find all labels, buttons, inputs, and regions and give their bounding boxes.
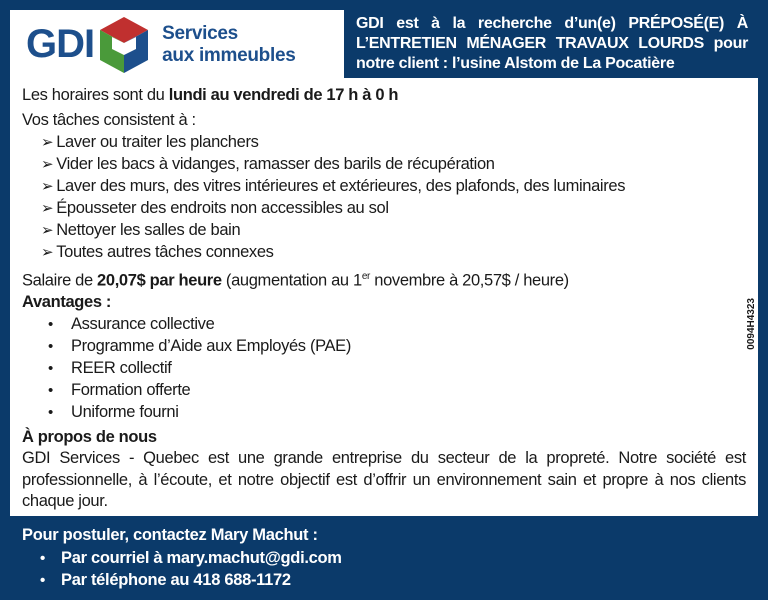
task-item-text: Vider les bacs à vidanges, ramasser des barils de récupération — [56, 155, 495, 173]
salary-sup: er — [361, 271, 371, 282]
bullet-icon: • — [48, 404, 53, 421]
benefit-item-text: Programme d’Aide aux Employés (PAE) — [71, 337, 351, 355]
benefit-item-text: Uniforme fourni — [71, 403, 179, 421]
arrow-bullet-icon: ➢ — [41, 134, 54, 151]
arrow-bullet-icon: ➢ — [41, 156, 54, 173]
benefit-item — [22, 401, 746, 423]
benefit-item — [22, 357, 746, 379]
arrow-bullet-icon: ➢ — [41, 200, 54, 217]
task-item — [22, 131, 746, 153]
salary — [22, 266, 746, 288]
benefit-item-text: Assurance collective — [71, 315, 215, 333]
contact-item-text: Par courriel à mary.machut@gdi.com — [61, 548, 342, 567]
tasks-title: Vos tâches consistent à : — [22, 111, 196, 129]
task-item — [22, 175, 746, 197]
salary-prefix: Salaire de — [22, 271, 98, 290]
contact-item — [22, 547, 342, 570]
logo-tagline-1: Services — [162, 22, 238, 44]
job-body — [10, 78, 758, 516]
task-item-text: Nettoyer les salles de bain — [56, 221, 241, 239]
logo-tagline-2: aux immeubles — [162, 44, 296, 66]
bullet-icon: • — [48, 316, 53, 333]
schedule-hours: lundi au vendredi de 17 h à 0 h — [168, 86, 399, 104]
salary-suffix: (augmentation au 1 — [221, 271, 362, 290]
benefit-item-text: REER collectif — [71, 359, 172, 377]
benefit-item — [22, 313, 746, 335]
arrow-bullet-icon: ➢ — [41, 244, 54, 261]
task-item — [22, 241, 746, 263]
benefit-item-text: Formation offerte — [71, 381, 191, 399]
schedule-prefix: Les horaires sont du — [22, 86, 169, 104]
bullet-icon: • — [48, 382, 53, 399]
about-text: GDI Services - Quebec est une grande entreprise du secteur de la propreté. Notre société est professionnelle, à l’écoute, et notre objectif est d’offrir un environnement sain et propre à nos clients chaque jour. — [22, 449, 746, 510]
benefit-item — [22, 335, 746, 357]
logo-brand: GDI — [26, 22, 95, 66]
task-item-text: Toutes autres tâches connexes — [56, 243, 274, 261]
cube-logo-icon — [98, 15, 150, 75]
contact-item — [22, 569, 342, 592]
arrow-bullet-icon: ➢ — [41, 222, 54, 239]
contact-section — [22, 524, 342, 592]
salary-amount: 20,07$ par heure — [97, 271, 222, 290]
task-item-text: Laver ou traiter les planchers — [56, 133, 259, 151]
task-item — [22, 153, 746, 175]
header-title: GDI est à la recherche d’un(e) PRÉPOSÉ(E) À L’ENTRETIEN MÉNAGER TRAVAUX LOURDS pour notre client : l’usine Alstom de La Pocatière — [356, 15, 748, 72]
gdi-logo — [10, 10, 344, 79]
arrow-bullet-icon: ➢ — [41, 178, 54, 195]
bullet-icon: • — [40, 572, 45, 589]
ad-code: 0094H4323 — [746, 298, 757, 350]
contact-item-text: Par téléphone au 418 688-1172 — [61, 571, 291, 589]
bullet-icon: • — [40, 549, 45, 567]
about-title: À propos de nous — [22, 428, 157, 446]
contact-title: Pour postuler, contactez Mary Machut : — [22, 526, 318, 544]
task-item — [22, 197, 746, 219]
bullet-icon: • — [48, 360, 53, 377]
task-item-text: Laver des murs, des vitres intérieures et extérieures, des plafonds, des luminaires — [56, 177, 626, 195]
task-item — [22, 219, 746, 241]
schedule — [22, 84, 746, 106]
benefits-title: Avantages : — [22, 293, 112, 311]
task-item-text: Épousseter des endroits non accessibles au sol — [56, 199, 389, 217]
salary-suffix-2: novembre à 20,57$ / heure) — [370, 271, 569, 290]
benefit-item — [22, 379, 746, 401]
bullet-icon: • — [48, 338, 53, 355]
